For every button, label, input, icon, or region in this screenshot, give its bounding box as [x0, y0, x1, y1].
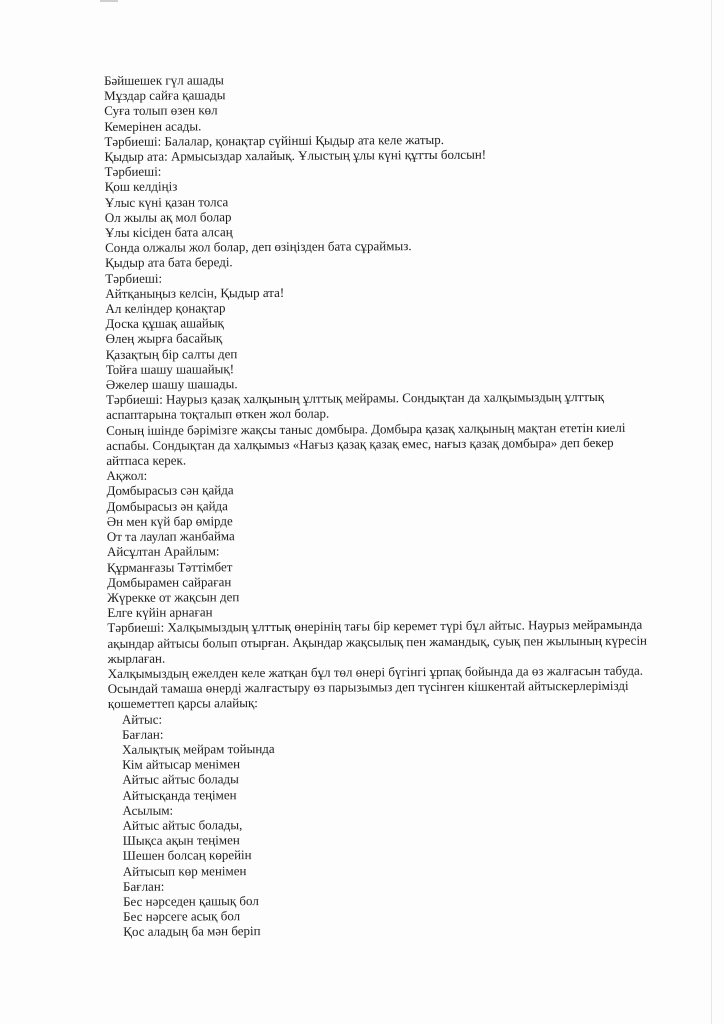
text-line: Бағлан:	[121, 726, 164, 742]
text-line: Елге күйін арнаған	[107, 604, 213, 621]
text-line: Айтқаныңыз келсін, Қыдыр ата!	[105, 284, 285, 301]
text-line: Айтысқанда теңімен	[122, 786, 237, 803]
text-line: Тәрбиеші:	[105, 270, 163, 286]
text-line: Ұлы кісіден бата алсаң	[104, 224, 233, 241]
text-line: Домбырасыз сән қайда	[106, 482, 234, 499]
text-line: Шықса ақын теңімен	[122, 832, 240, 849]
text-line: Кім айтысар менімен	[122, 756, 241, 773]
text-line: жырлаған.	[107, 650, 166, 666]
page-edge	[711, 0, 712, 1024]
text-line: От та лаулап жанбайма	[106, 528, 235, 545]
text-line: Тойға шашу шашайық!	[105, 361, 235, 377]
text-line: Халқымыздың ежелден келе жатқан бұл төл өнері бүгінгі ұрпақ бойында да өз жалғасын табуда.	[107, 662, 644, 681]
text-line: Қазақтың бір салты деп	[105, 345, 238, 362]
text-line: Қос аладың ба мән беріп	[123, 923, 261, 940]
text-line: Айтыс:	[121, 711, 163, 727]
text-line: Суға толып өзен көл	[104, 102, 218, 119]
text-line: ақындар айтысы болып отырған. Ақындар жақсылық пен жамандық, суық пен жылының күресін	[107, 632, 648, 651]
text-line: Тәрбиеші: Балалар, қонақтар сүйінші Қыдыр ата келе жатыр.	[104, 131, 445, 149]
text-line: Ән мен күй бар өмірде	[106, 513, 233, 529]
text-line: Осындай тамаша өнерді жалғастыру өз парызымыз деп түсінген кішкентай айтыскерлерімізді	[107, 677, 629, 697]
text-line: Жүрекке от жақсын деп	[107, 589, 240, 605]
text-line: Домбырамен сайраған	[107, 573, 232, 590]
text-line: Халықтық мейрам тойында	[122, 740, 275, 757]
text-line: Айтысып көр менімен	[122, 862, 247, 879]
text-line: аспабы. Сондықтан да халқымыз «Нағыз қазақ қазақ емес, нағыз қазақ домбыра» деп бекер	[106, 434, 614, 453]
text-line: қошеметтеп қарсы алайық:	[107, 695, 258, 712]
text-line: Әжелер шашу шашады.	[105, 376, 238, 393]
text-line: Ол жылы ақ мол болар	[104, 209, 232, 225]
text-line: Доска құшақ ашайық	[105, 315, 224, 332]
text-line: Кемерінен асады.	[104, 118, 202, 134]
text-line: Сонда олжалы жол болар, деп өзіңізден бата сұраймыз.	[105, 238, 412, 256]
text-line: Айтыс айтыс болады	[122, 771, 239, 788]
text-line: Бес нәрседен қашық бол	[123, 893, 259, 909]
text-line: Қош келдіңіз	[104, 178, 178, 195]
text-line: Бәйшешек гүл ашады	[104, 72, 224, 88]
text-line: Қыдыр ата бата береді.	[105, 254, 233, 271]
text-line: Айсұлтан Арайлым:	[106, 543, 220, 560]
text-line: Өлең жырға басайық	[105, 330, 223, 347]
text-line: Тәрбиеші: Халқымыздың ұлттық өнерінің тағы бір керемет түрі бұл айтыс. Наурыз мейрамында	[107, 617, 643, 636]
text-line: Ақжол:	[106, 468, 148, 484]
text-line: Айтыс айтыс болады,	[122, 817, 243, 833]
text-line: Тәрбиеші:	[104, 163, 162, 180]
text-line: Тәрбиеші: Наурыз қазақ халқының ұлттық мейрамы. Сондықтан да халқымыздың ұлттық	[105, 389, 605, 408]
text-line: Домбырасыз ән қайда	[106, 497, 228, 514]
text-line: Қыдыр ата: Армысыздар халайық. Ұлыстың ұлы күні құтты болсын!	[104, 146, 487, 165]
text-line: Асылым:	[122, 802, 174, 818]
text-line: Шешен болсаң көрейін	[122, 847, 252, 864]
scan-artifact	[100, 0, 118, 2]
text-line: Соның ішінде бәрімізге жақсы таныс домбыра. Домбыра қазақ халқының мақтан ететін киелі	[106, 419, 626, 438]
text-line: Құрманғазы Тәттімбет	[106, 558, 233, 575]
document-text	[104, 69, 689, 939]
text-line: Ұлыс күні қазан толса	[104, 193, 229, 210]
text-line: Бағлан:	[122, 878, 165, 894]
text-line: аспаптарына тоқталып өткен жол болар.	[106, 406, 330, 423]
text-line: Ал келіндер қонақтар	[105, 300, 226, 317]
text-line: Мұздар сайға қашады	[104, 87, 226, 104]
text-line: айтпаса керек.	[106, 452, 187, 469]
text-line: Бес нәрсеге асық бол	[123, 908, 241, 925]
